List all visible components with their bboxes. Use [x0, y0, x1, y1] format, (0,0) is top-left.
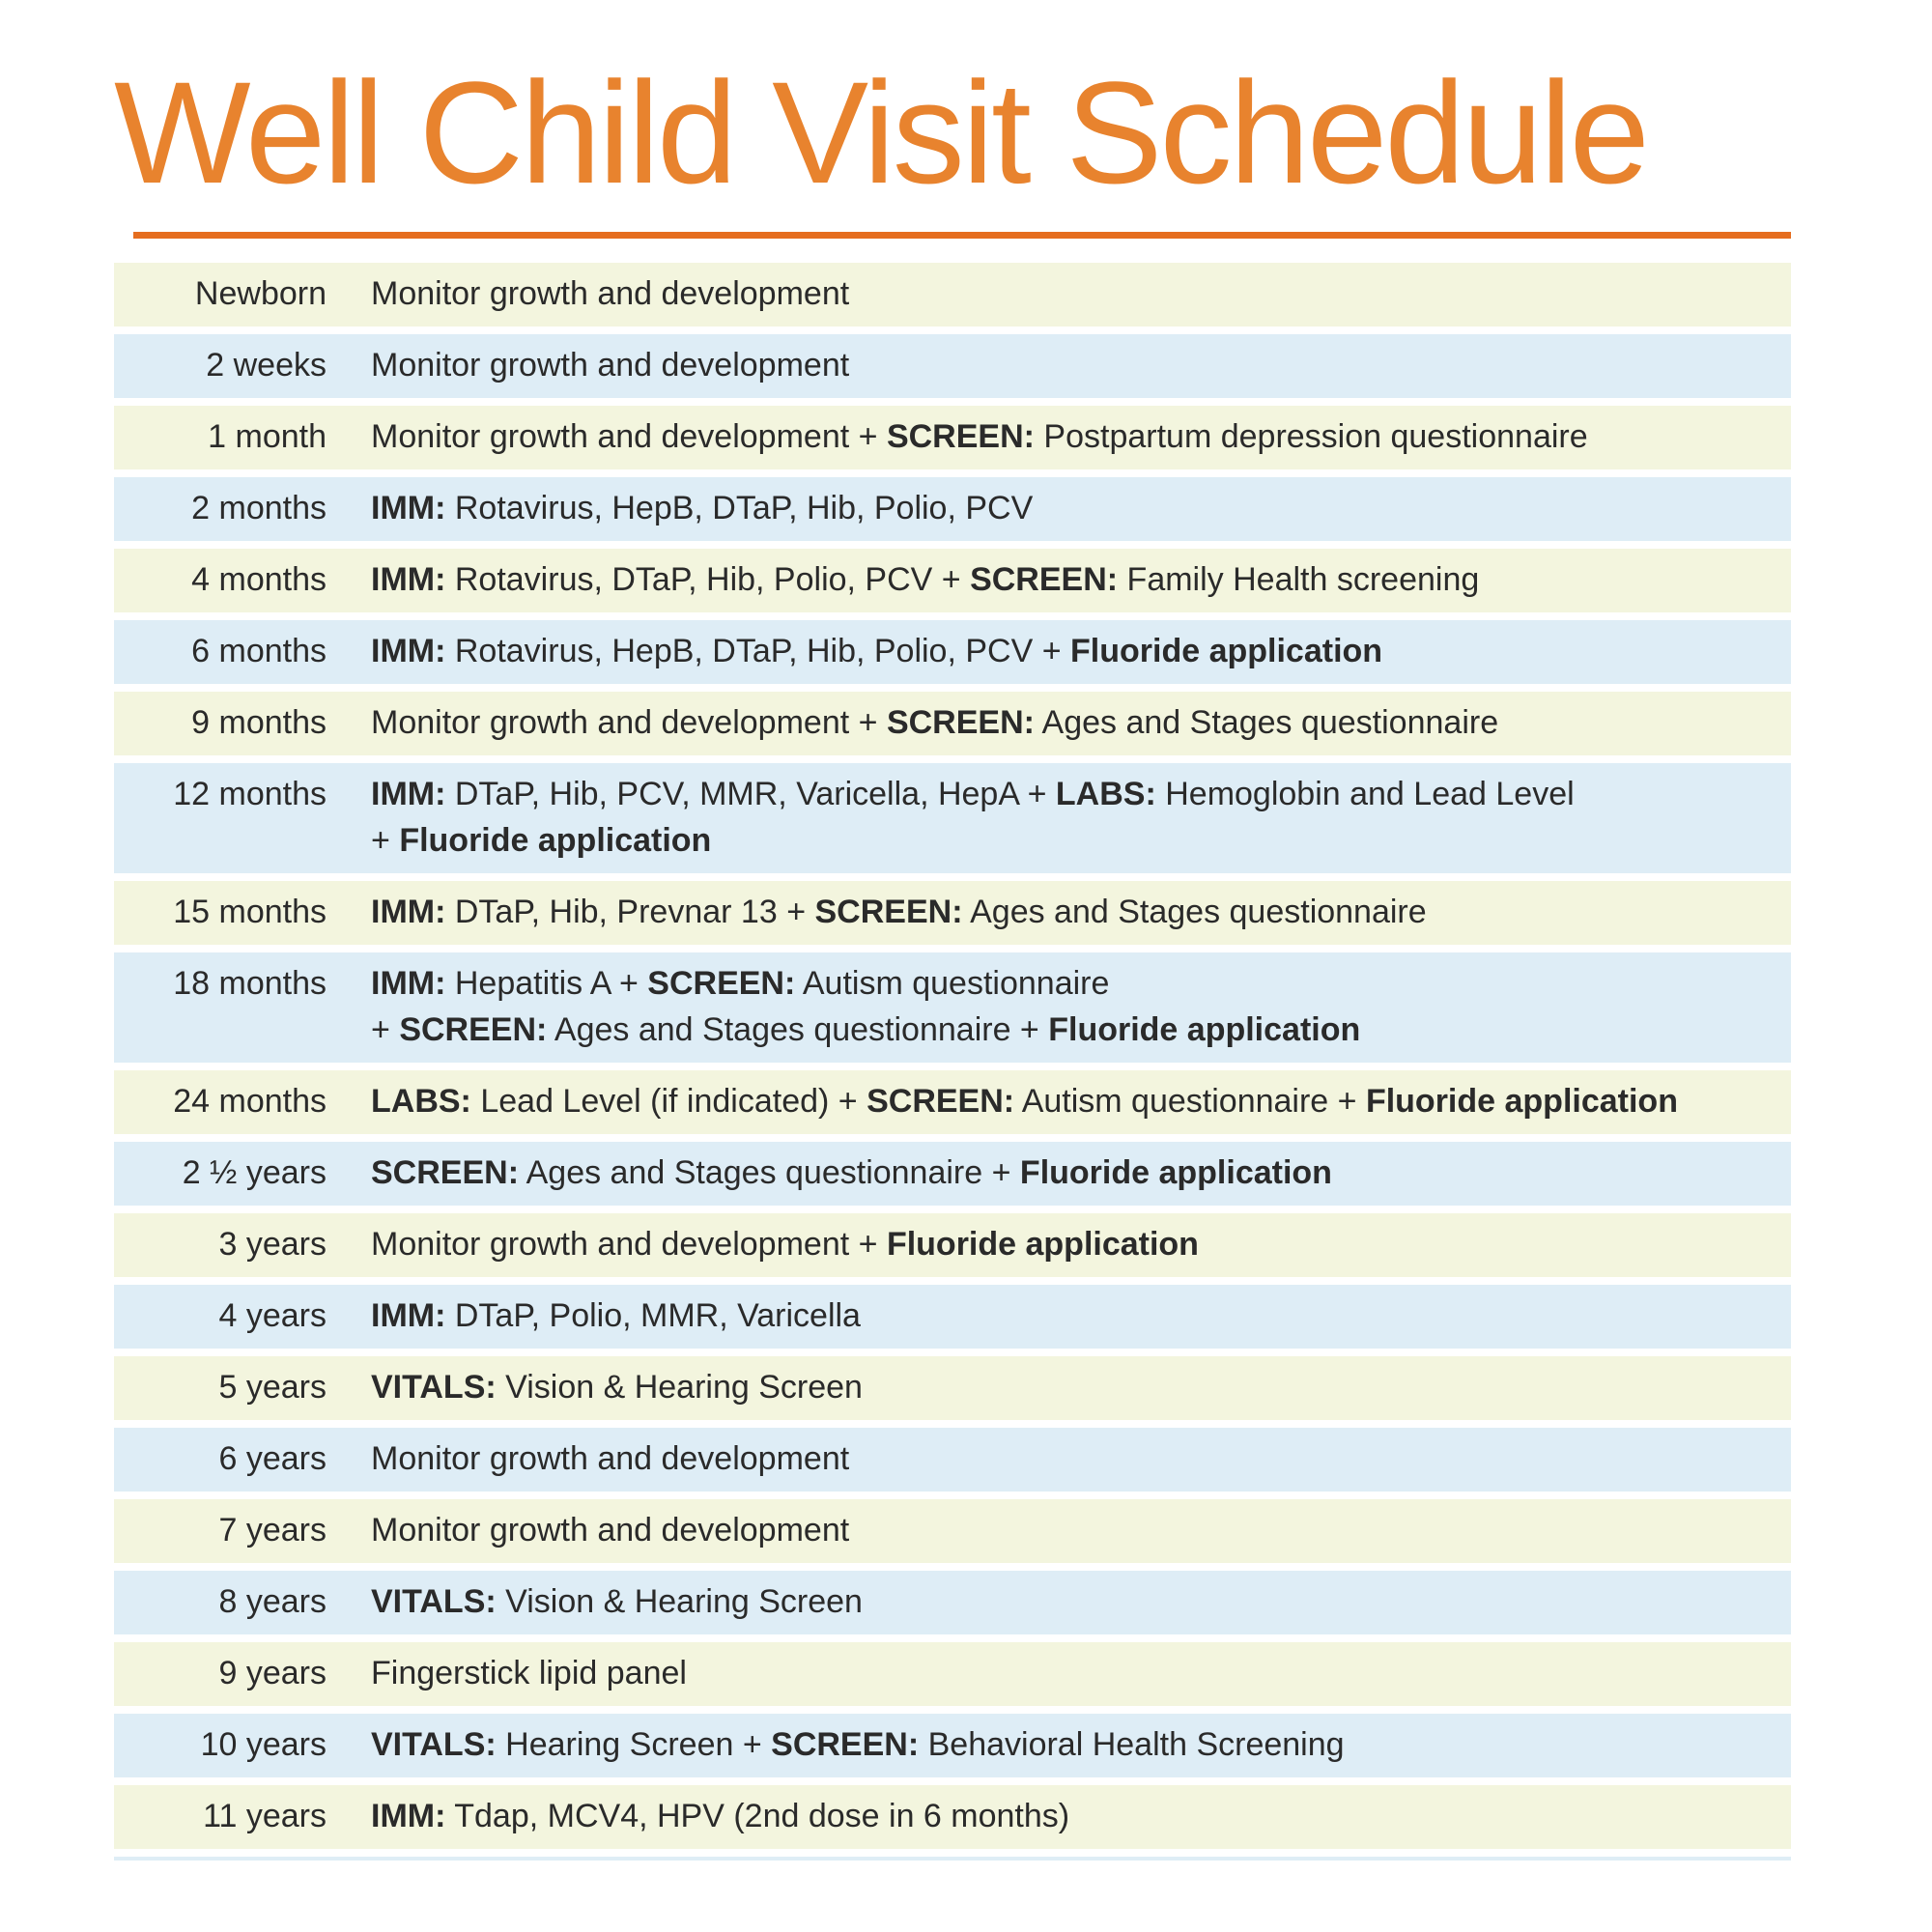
- visit-age: 18 months: [114, 952, 327, 1063]
- visit-description: [327, 1285, 1791, 1349]
- schedule-row: [114, 1070, 1791, 1134]
- visit-age: 9 years: [114, 1642, 327, 1706]
- description-line: [371, 342, 1772, 388]
- visit-age: 9 months: [114, 692, 327, 755]
- schedule-row: [114, 620, 1791, 684]
- visit-age: 7 years: [114, 1499, 327, 1563]
- schedule-row: [114, 1571, 1791, 1634]
- description-line: [371, 1007, 1772, 1053]
- visit-description: [327, 549, 1791, 612]
- visit-age: 15 months: [114, 881, 327, 945]
- description-text: DTaP, Polio, MMR, Varicella: [445, 1297, 861, 1334]
- description-line: [371, 817, 1772, 864]
- description-text: +: [371, 1011, 400, 1048]
- visit-description: [327, 1070, 1791, 1134]
- visit-description: [327, 263, 1791, 327]
- description-text: DTaP, Hib, Prevnar 13 +: [445, 894, 815, 930]
- visit-description: [327, 763, 1791, 873]
- description-keyword: IMM:: [371, 561, 446, 598]
- description-keyword: SCREEN:: [371, 1154, 520, 1191]
- schedule-row: [114, 692, 1791, 755]
- description-keyword: IMM:: [371, 776, 446, 812]
- description-text: +: [371, 822, 400, 859]
- description-keyword: LABS:: [1055, 776, 1156, 812]
- visit-age: 11 years: [114, 1785, 327, 1849]
- schedule-row: [114, 263, 1791, 327]
- description-text: Ages and Stages questionnaire: [1034, 704, 1499, 741]
- description-line: [371, 771, 1772, 817]
- description-keyword: SCREEN:: [886, 418, 1035, 455]
- description-text: Vision & Hearing Screen: [496, 1583, 863, 1620]
- description-text: Monitor growth and development: [371, 1512, 850, 1548]
- description-line: [371, 1364, 1772, 1410]
- description-text: Autism questionnaire +: [1014, 1083, 1366, 1120]
- visit-age: 4 years: [114, 1285, 327, 1349]
- visit-description: [327, 1213, 1791, 1277]
- visit-description: [327, 620, 1791, 684]
- schedule-row: [114, 406, 1791, 469]
- visit-age: 4 months: [114, 549, 327, 612]
- schedule-row: [114, 1499, 1791, 1563]
- description-line: [371, 1078, 1772, 1124]
- description-text: Monitor growth and development +: [371, 1226, 887, 1263]
- description-keyword: VITALS:: [371, 1369, 497, 1406]
- visit-age: 2 weeks: [114, 334, 327, 398]
- description-text: Hearing Screen +: [496, 1726, 772, 1763]
- schedule-row: [114, 1428, 1791, 1492]
- schedule-row: [114, 1714, 1791, 1777]
- schedule-row: [114, 1642, 1791, 1706]
- description-text: Family Health screening: [1118, 561, 1480, 598]
- visit-age: 3 years: [114, 1213, 327, 1277]
- visit-description: [327, 1785, 1791, 1849]
- description-keyword: Fluoride application: [1365, 1083, 1678, 1120]
- description-text: Monitor growth and development: [371, 1440, 850, 1477]
- visit-age: 5 years: [114, 1356, 327, 1420]
- schedule-body: [114, 263, 1791, 1861]
- visit-description: [327, 1642, 1791, 1706]
- schedule-row: [114, 1785, 1791, 1849]
- description-text: Monitor growth and development +: [371, 418, 887, 455]
- description-line: [371, 1793, 1772, 1839]
- description-line: [371, 1578, 1772, 1625]
- description-keyword: Fluoride application: [1019, 1154, 1332, 1191]
- description-line: [371, 485, 1772, 531]
- schedule-row: [114, 881, 1791, 945]
- visit-age: 8 years: [114, 1571, 327, 1634]
- visit-age: Newborn: [114, 263, 327, 327]
- visit-age: 6 years: [114, 1428, 327, 1492]
- description-text: Rotavirus, HepB, DTaP, Hib, Polio, PCV: [445, 490, 1034, 526]
- page-title: Well Child Visit Schedule: [114, 51, 1647, 213]
- description-text: Ages and Stages questionnaire +: [547, 1011, 1049, 1048]
- description-text: Rotavirus, DTaP, Hib, Polio, PCV +: [445, 561, 971, 598]
- description-keyword: IMM:: [371, 965, 446, 1002]
- description-text: Hepatitis A +: [445, 965, 648, 1002]
- description-text: Monitor growth and development: [371, 275, 850, 312]
- schedule-row: [114, 477, 1791, 541]
- table-footer-band: [114, 1857, 1791, 1861]
- description-keyword: IMM:: [371, 633, 446, 669]
- visit-description: [327, 477, 1791, 541]
- visit-description: [327, 334, 1791, 398]
- description-text: Vision & Hearing Screen: [496, 1369, 863, 1406]
- description-line: [371, 699, 1772, 746]
- description-keyword: SCREEN:: [399, 1011, 548, 1048]
- visit-description: [327, 881, 1791, 945]
- description-line: [371, 1221, 1772, 1267]
- description-line: [371, 960, 1772, 1007]
- description-text: Fingerstick lipid panel: [371, 1655, 687, 1691]
- footer-cell: [114, 1857, 327, 1861]
- description-text: Rotavirus, HepB, DTaP, Hib, Polio, PCV +: [445, 633, 1071, 669]
- description-keyword: IMM:: [371, 894, 446, 930]
- description-keyword: SCREEN:: [647, 965, 796, 1002]
- visit-description: [327, 1356, 1791, 1420]
- description-keyword: SCREEN:: [970, 561, 1119, 598]
- visit-age: 12 months: [114, 763, 327, 873]
- description-keyword: IMM:: [371, 1297, 446, 1334]
- schedule-row: [114, 763, 1791, 873]
- description-keyword: IMM:: [371, 490, 446, 526]
- visit-age: 6 months: [114, 620, 327, 684]
- visit-age: 2 months: [114, 477, 327, 541]
- description-keyword: VITALS:: [371, 1726, 497, 1763]
- description-keyword: SCREEN:: [771, 1726, 920, 1763]
- visit-description: [327, 1571, 1791, 1634]
- schedule-row: [114, 952, 1791, 1063]
- description-keyword: VITALS:: [371, 1583, 497, 1620]
- schedule-row: [114, 1285, 1791, 1349]
- description-text: DTaP, Hib, PCV, MMR, Varicella, HepA +: [445, 776, 1056, 812]
- description-line: [371, 889, 1772, 935]
- schedule-row: [114, 1213, 1791, 1277]
- visit-age: 1 month: [114, 406, 327, 469]
- footer-cell: [327, 1857, 1791, 1861]
- visit-description: [327, 1499, 1791, 1563]
- visit-description: [327, 692, 1791, 755]
- description-text: Ages and Stages questionnaire: [962, 894, 1427, 930]
- description-keyword: Fluoride application: [399, 822, 712, 859]
- visit-age: 24 months: [114, 1070, 327, 1134]
- description-text: Monitor growth and development +: [371, 704, 887, 741]
- description-line: [371, 1721, 1772, 1768]
- description-line: [371, 1507, 1772, 1553]
- visit-description: [327, 1714, 1791, 1777]
- schedule-row: [114, 549, 1791, 612]
- visit-age: 10 years: [114, 1714, 327, 1777]
- visit-description: [327, 406, 1791, 469]
- description-text: Autism questionnaire: [795, 965, 1110, 1002]
- description-keyword: LABS:: [371, 1083, 471, 1120]
- visit-age: 2 ½ years: [114, 1142, 327, 1206]
- schedule-row: [114, 334, 1791, 398]
- description-line: [371, 413, 1772, 460]
- description-line: [371, 556, 1772, 603]
- description-text: Monitor growth and development: [371, 347, 850, 384]
- visit-schedule-table: [114, 255, 1791, 1868]
- description-text: Lead Level (if indicated) +: [470, 1083, 867, 1120]
- description-text: Postpartum depression questionnaire: [1034, 418, 1588, 455]
- description-keyword: IMM:: [371, 1798, 446, 1834]
- visit-description: [327, 1428, 1791, 1492]
- description-line: [371, 270, 1772, 317]
- description-text: Behavioral Health Screening: [919, 1726, 1345, 1763]
- description-keyword: Fluoride application: [886, 1226, 1199, 1263]
- description-keyword: Fluoride application: [1048, 1011, 1361, 1048]
- description-line: [371, 1650, 1772, 1696]
- visit-description: [327, 952, 1791, 1063]
- schedule-row: [114, 1142, 1791, 1206]
- description-keyword: SCREEN:: [867, 1083, 1015, 1120]
- description-text: Ages and Stages questionnaire +: [519, 1154, 1020, 1191]
- description-line: [371, 1435, 1772, 1482]
- description-line: [371, 1293, 1772, 1339]
- title-divider: [133, 232, 1791, 239]
- description-line: [371, 628, 1772, 674]
- description-keyword: Fluoride application: [1070, 633, 1383, 669]
- description-text: Tdap, MCV4, HPV (2nd dose in 6 months): [445, 1798, 1070, 1834]
- visit-description: [327, 1142, 1791, 1206]
- description-text: Hemoglobin and Lead Level: [1155, 776, 1575, 812]
- description-line: [371, 1150, 1772, 1196]
- description-keyword: SCREEN:: [814, 894, 963, 930]
- description-keyword: SCREEN:: [886, 704, 1035, 741]
- schedule-row: [114, 1356, 1791, 1420]
